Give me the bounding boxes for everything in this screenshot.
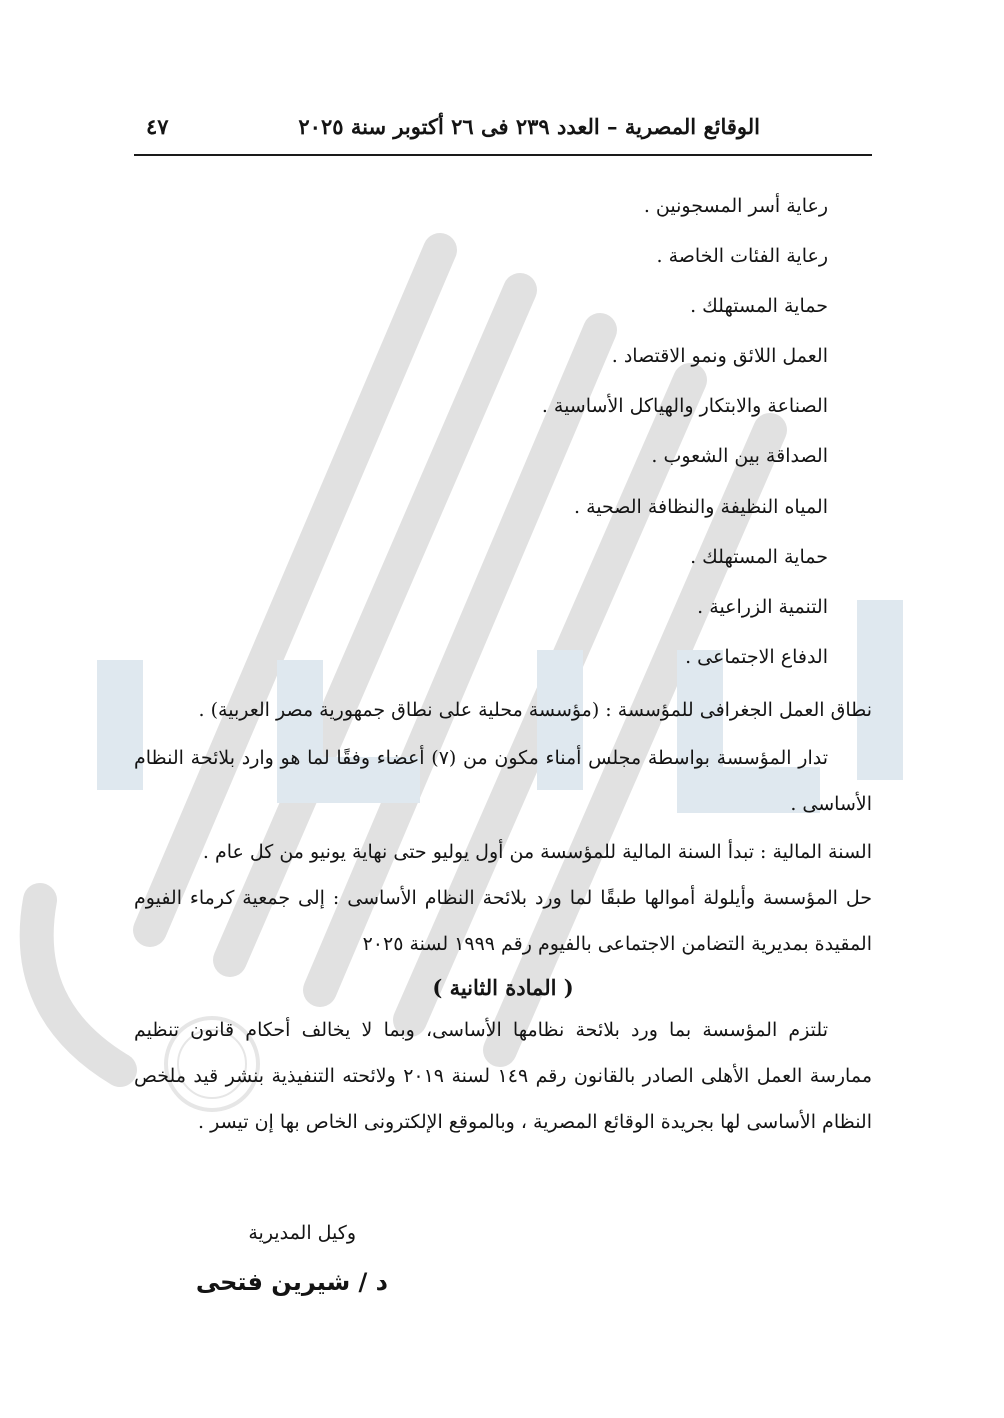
list-item: العمل اللائق ونمو الاقتصاد . [611,345,828,368]
list-item: التنمية الزراعية . [697,595,828,618]
gazette-issue-title: الوقائع المصرية – العدد ٢٣٩ فى ٢٦ أكتوبر سنة ٢٠٢٥ [298,114,760,139]
list-item: رعاية أسر المسجونين . [643,195,828,217]
document-body [134,186,872,1145]
article-heading: ( المادة الثانية ) [432,974,574,1000]
dissolution-paragraph: حل المؤسسة وأيلولة أموالها طبقًا لما ورد بلائحة النظام الأساسى : إلى جمعية كرماء الفيوم المقيدة بمديرية التضامن الاجتماعى بالفيوم رقم ١٩٩٩ لسنة ٢٠٢٥ [134,886,872,955]
signatory-title: وكيل المديرية [248,1222,356,1244]
page-number: ٤٧ [146,114,169,139]
page-header [134,108,872,148]
list-item: الصناعة والابتكار والهياكل الأساسية . [541,395,828,418]
signatory-name: د / شيرين فتحى [195,1268,388,1296]
article-paragraph: تلتزم المؤسسة بما ورد بلائحة نظامها الأساسى، وبما لا يخالف أحكام قانون تنظيم ممارسة العمل الأهلى الصادر بالقانون رقم ١٤٩ لسنة ٢٠١٩ ولائحته التنفيذية بنشر قيد ملخص النظام الأساسى لها بجريدة الوقائع المصرية ، وبالموقع الإلكترونى الخاص بها إن تيسر . [134,1018,872,1133]
list-item: الصداقة بين الشعوب . [651,445,828,468]
fiscal-year-paragraph: السنة المالية : تبدأ السنة المالية للمؤسسة من أول يوليو حتى نهاية يونيو من كل عام . [202,840,872,863]
header-divider [134,154,872,156]
list-item: المياه النظيفة والنظافة الصحية . [574,495,828,518]
list-item: رعاية الفئات الخاصة . [656,245,828,268]
geographic-scope-paragraph: نطاق العمل الجغرافى للمؤسسة : (مؤسسة محلية على نطاق جمهورية مصر العربية) . [198,698,872,721]
list-item: حماية المستهلك . [690,545,828,568]
list-item: حماية المستهلك . [690,295,828,318]
board-paragraph: تدار المؤسسة بواسطة مجلس أمناء مكون من (٧) أعضاء وفقًا لما هو وارد بلائحة النظام الأساسى . [134,746,872,815]
list-item: الدفاع الاجتماعى . [685,645,828,668]
